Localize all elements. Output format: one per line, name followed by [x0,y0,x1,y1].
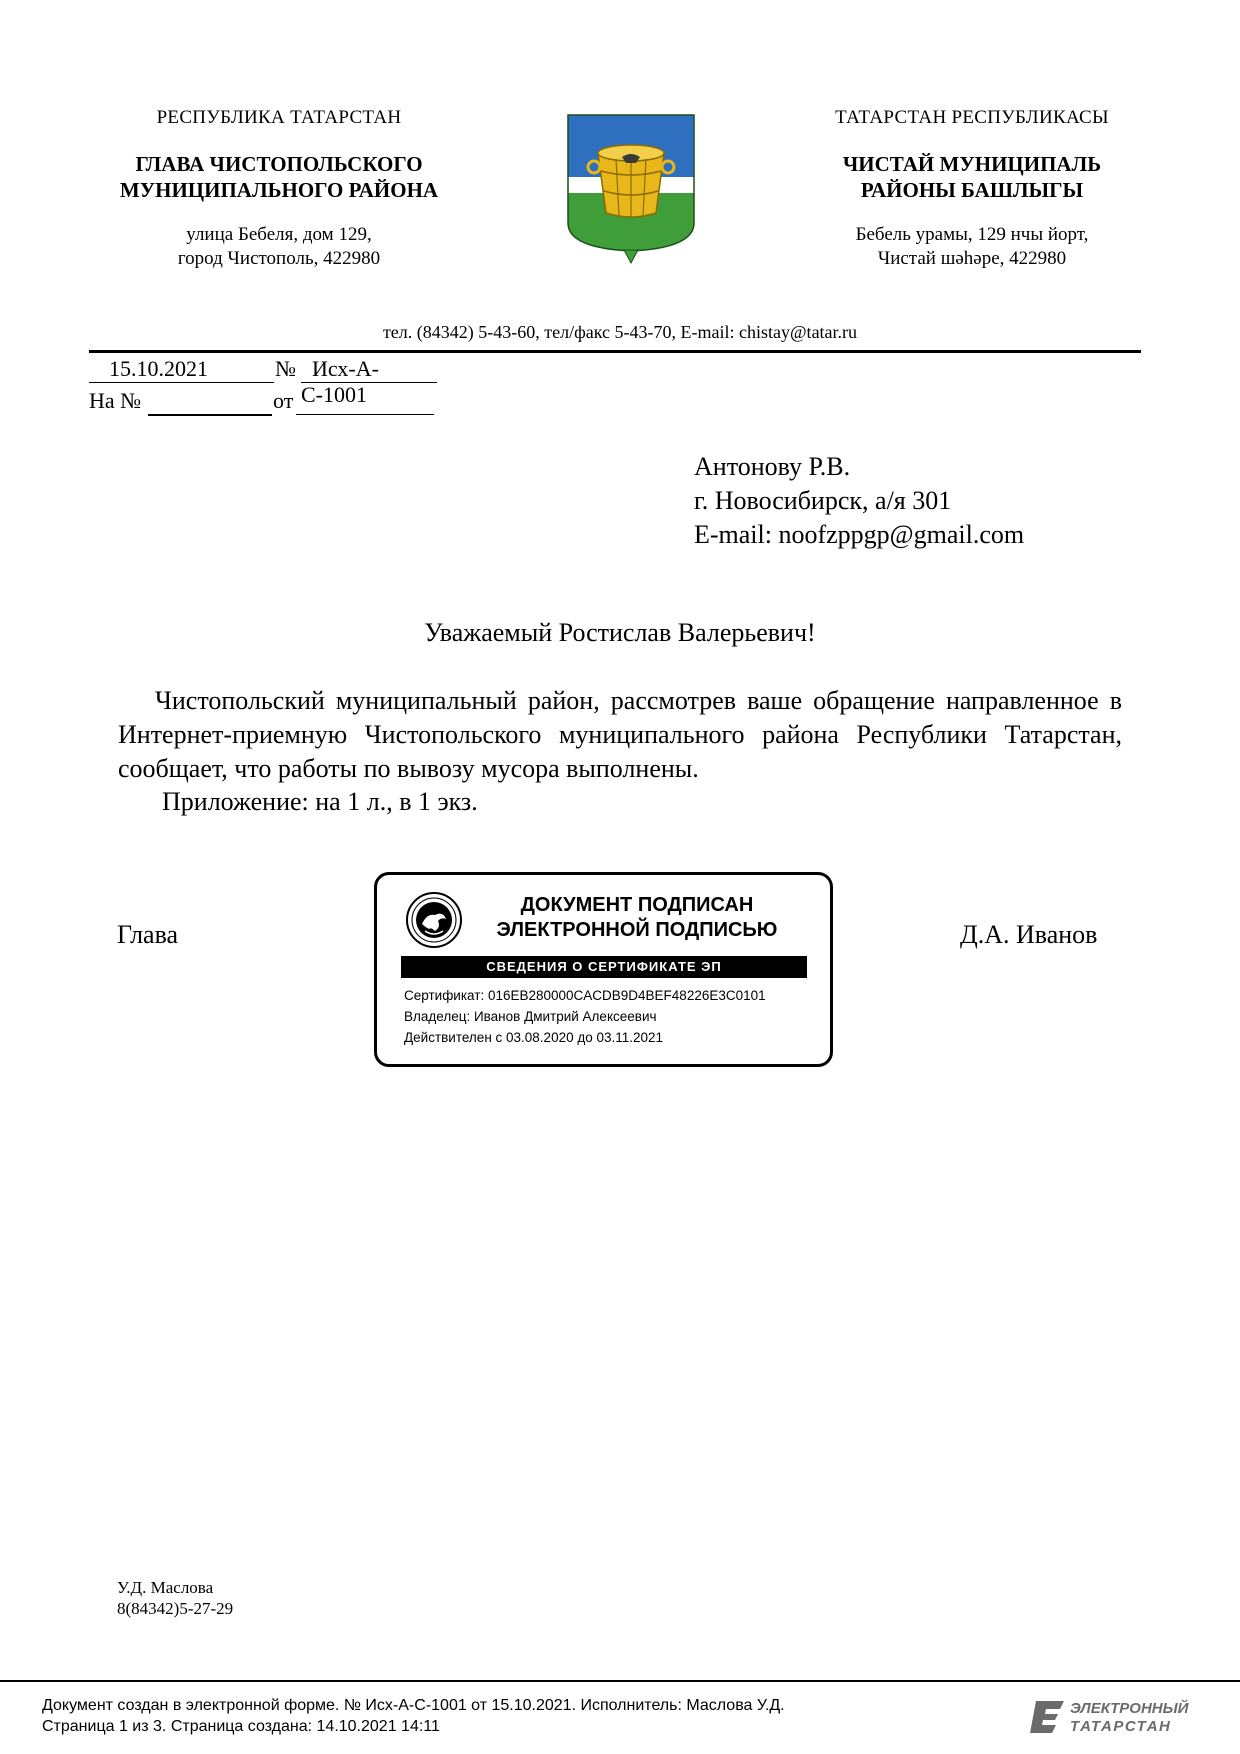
header-right-country: ТАТАРСТАН РЕСПУБЛИКАСЫ [835,107,1109,128]
footer-line2: Страница 1 из 3. Страница создана: 14.10.2021 14:11 [42,1718,440,1735]
header-left-org-line1: ГЛАВА ЧИСТОПОЛЬСКОГО [135,152,423,176]
header-left-country: РЕСПУБЛИКА ТАТАРСТАН [156,107,402,128]
reply-number-label: На № [89,388,142,413]
header-divider [89,350,1141,353]
e-signature-stamp [374,872,833,1067]
executor-phone: 8(84342)5-27-29 [117,1599,234,1618]
logo-line2: ТАТАРСТАН [1070,1718,1172,1735]
executor-name: У.Д. Маслова [117,1578,214,1597]
tatarstan-emblem-icon [405,891,463,949]
header-left-address-line2: город Чистополь, 422980 [177,248,381,269]
header-right-org-line1: ЧИСТАЙ МУНИЦИПАЛЬ [842,152,1102,176]
reply-from-label: от [273,388,294,413]
stamp-validity: Действителен с 03.08.2020 до 03.11.2021 [404,1030,664,1045]
logo-line1: ЭЛЕКТРОННЫЙ [1070,1700,1189,1717]
electronic-tatarstan-logo-icon [1030,1697,1200,1737]
reply-number-field [148,388,272,416]
header-right-address-line2: Чистай шәһәре, 422980 [877,248,1067,269]
header-right-org-line2: РАЙОНЫ БАШЛЫГЫ [860,178,1084,202]
signatory-position: Глава [117,920,179,949]
header-left [59,106,499,271]
attachment-note: Приложение: на 1 л., в 1 экз. [162,787,478,816]
header-left-org-line2: МУНИЦИПАЛЬНОГО РАЙОНА [119,178,439,202]
header-left-address-line1: улица Бебеля, дом 129, [186,224,372,245]
document-date-field [89,356,274,383]
header-right-address [752,223,1192,271]
signatory-name: Д.А. Иванов [960,920,1098,949]
header-right-org [752,151,1192,203]
reply-from-field [296,388,434,415]
stamp-title-line1: ДОКУМЕНТ ПОДПИСАН [520,894,754,916]
header-contacts: тел. (84342) 5-43-60, тел/факс 5-43-70, E-mail: chistay@tatar.ru [382,322,858,342]
header-left-address [59,223,499,271]
document-date: 15.10.2021 [109,356,208,381]
salutation: Уважаемый Ростислав Валерьевич! [424,618,816,647]
document-number-label: № [275,356,296,381]
footer-divider [0,1680,1240,1682]
recipient-email: E-mail: noofzppgp@gmail.com [694,520,1025,549]
recipient-block [694,450,1024,552]
header-right-address-line1: Бебель урамы, 129 нчы йорт, [855,224,1089,245]
recipient-address: г. Новосибирск, а/я 301 [694,486,952,515]
letter-body: Чистопольский муниципальный район, рассмотрев ваше обращение направленное в Интернет-приемную Чистопольского муниципального района Республики Татарстан, сообщает, что работы по вывозу мусора выполнены. [118,686,1122,783]
stamp-title [477,893,797,943]
footer-text [42,1695,785,1737]
recipient-name: Антонову Р.В. [694,452,851,481]
stamp-certificate: Сертификат: 016EB280000CACDB9D4BEF48226E3C0101 [404,988,766,1003]
stamp-owner: Владелец: Иванов Дмитрий Алексеевич [404,1009,657,1024]
stamp-title-line2: ЭЛЕКТРОННОЙ ПОДПИСЬЮ [496,919,778,941]
header-right [752,106,1192,271]
executor-block [117,1577,233,1619]
document-number: Исх-А-С-1001 [301,356,379,407]
coat-of-arms-icon [566,113,696,265]
footer-line1: Документ создан в электронной форме. № Исх-А-С-1001 от 15.10.2021. Исполнитель: Маслова У.Д. [42,1697,785,1714]
stamp-certificate-header: СВЕДЕНИЯ О СЕРТИФИКАТЕ ЭП [401,956,807,978]
document-number-field [301,356,437,407]
header-left-org [59,151,499,203]
